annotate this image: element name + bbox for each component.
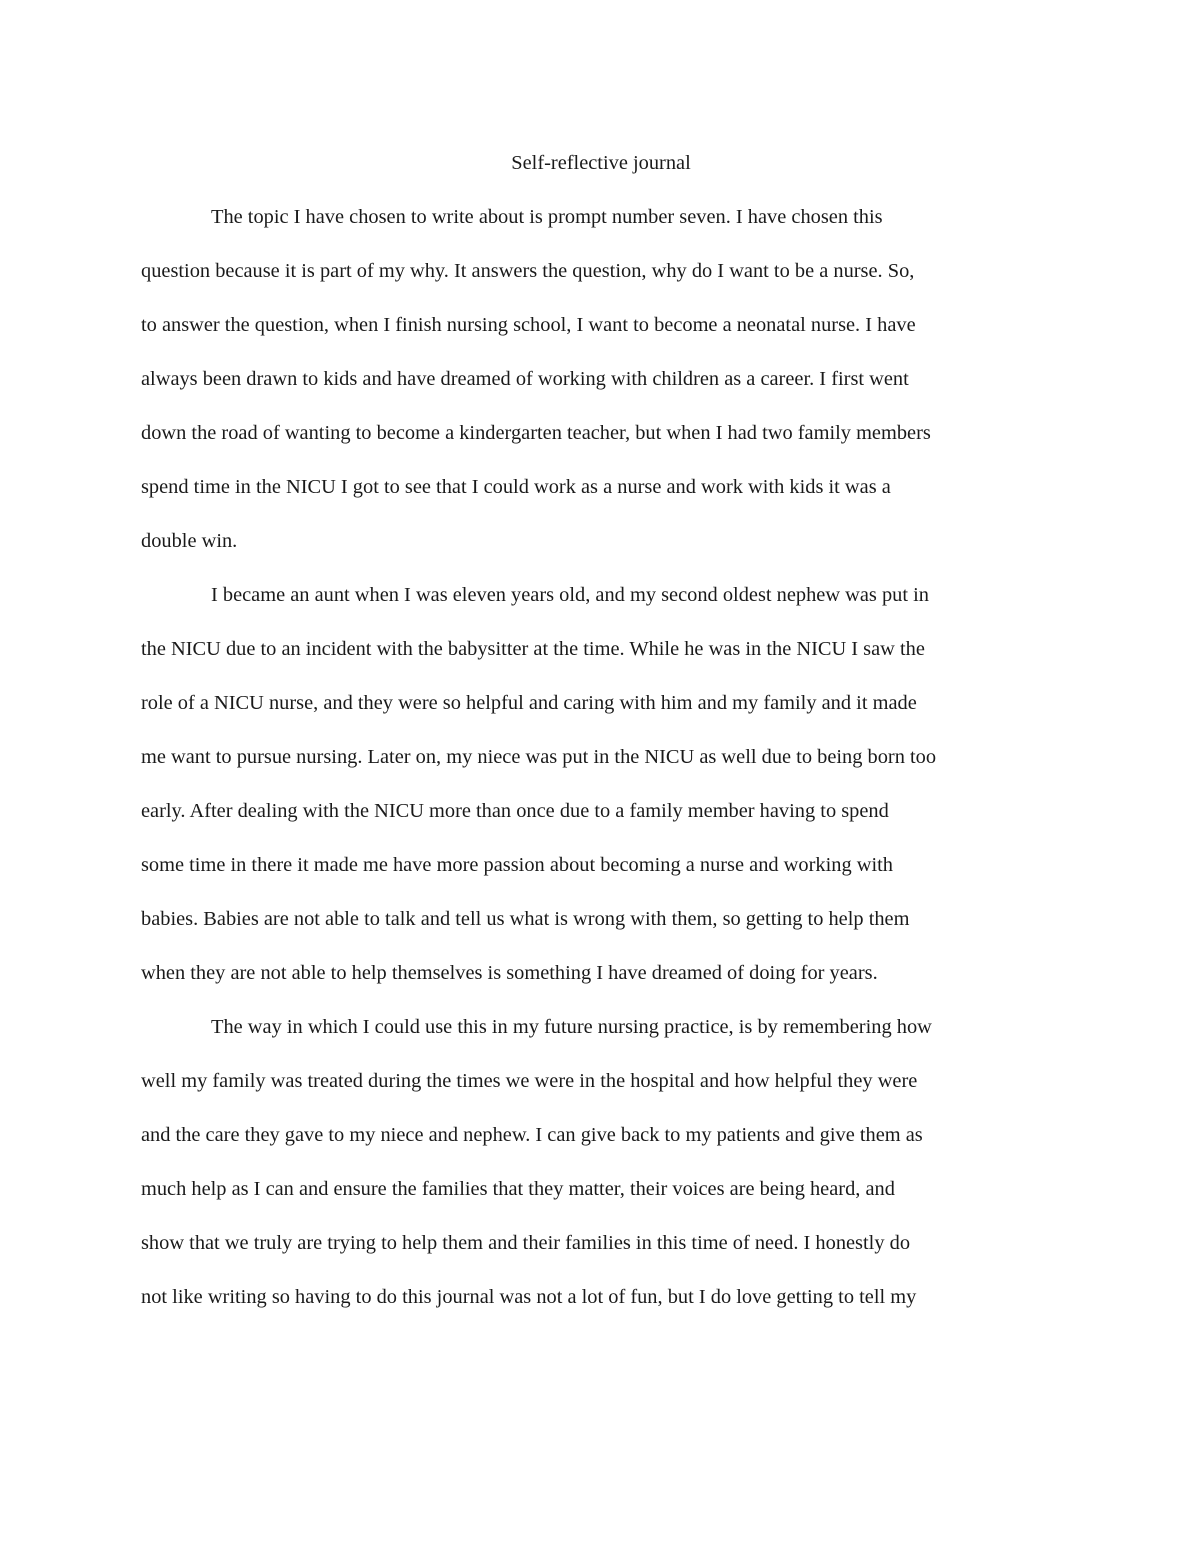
paragraph-line: double win. [141,530,238,552]
paragraph-line: not like writing so having to do this journal was not a lot of fun, but I do love getting to tell my [141,1286,917,1308]
document-body [141,136,1061,1324]
paragraph-line: and the care they gave to my niece and nephew. I can give back to my patients and give them as [141,1124,923,1146]
paragraph-line: early. After dealing with the NICU more than once due to a family member having to spend [141,800,889,822]
paragraph-line: me want to pursue nursing. Later on, my niece was put in the NICU as well due to being born too [141,746,937,768]
paragraph-line: I became an aunt when I was eleven years old, and my second oldest nephew was put in [211,584,929,606]
paragraph-line: show that we truly are trying to help them and their families in this time of need. I honestly do [141,1232,911,1254]
paragraph-line: well my family was treated during the times we were in the hospital and how helpful they were [141,1070,918,1092]
paragraph-line: to answer the question, when I finish nursing school, I want to become a neonatal nurse. I have [141,314,916,336]
document-title: Self-reflective journal [511,152,691,174]
paragraph-line: The topic I have chosen to write about is prompt number seven. I have chosen this [211,206,883,228]
paragraph-line: always been drawn to kids and have dreamed of working with children as a career. I first went [141,368,909,390]
paragraph-line: the NICU due to an incident with the babysitter at the time. While he was in the NICU I saw the [141,638,925,660]
paragraph-line: some time in there it made me have more passion about becoming a nurse and working with [141,854,893,876]
paragraph-1 [141,190,1061,568]
paragraph-line: babies. Babies are not able to talk and tell us what is wrong with them, so getting to help them [141,908,910,930]
paragraph-line: question because it is part of my why. It answers the question, why do I want to be a nurse. So, [141,260,915,282]
paragraph-line: when they are not able to help themselves is something I have dreamed of doing for years. [141,962,878,984]
paragraph-line: much help as I can and ensure the families that they matter, their voices are being heard, and [141,1178,895,1200]
paragraph-3 [141,1000,1061,1324]
paragraph-line: down the road of wanting to become a kindergarten teacher, but when I had two family members [141,422,931,444]
paragraph-line: spend time in the NICU I got to see that I could work as a nurse and work with kids it was a [141,476,891,498]
paragraph-2 [141,568,1061,1000]
paragraph-line: The way in which I could use this in my future nursing practice, is by remembering how [211,1016,932,1038]
paragraph-line: role of a NICU nurse, and they were so helpful and caring with him and my family and it made [141,692,917,714]
